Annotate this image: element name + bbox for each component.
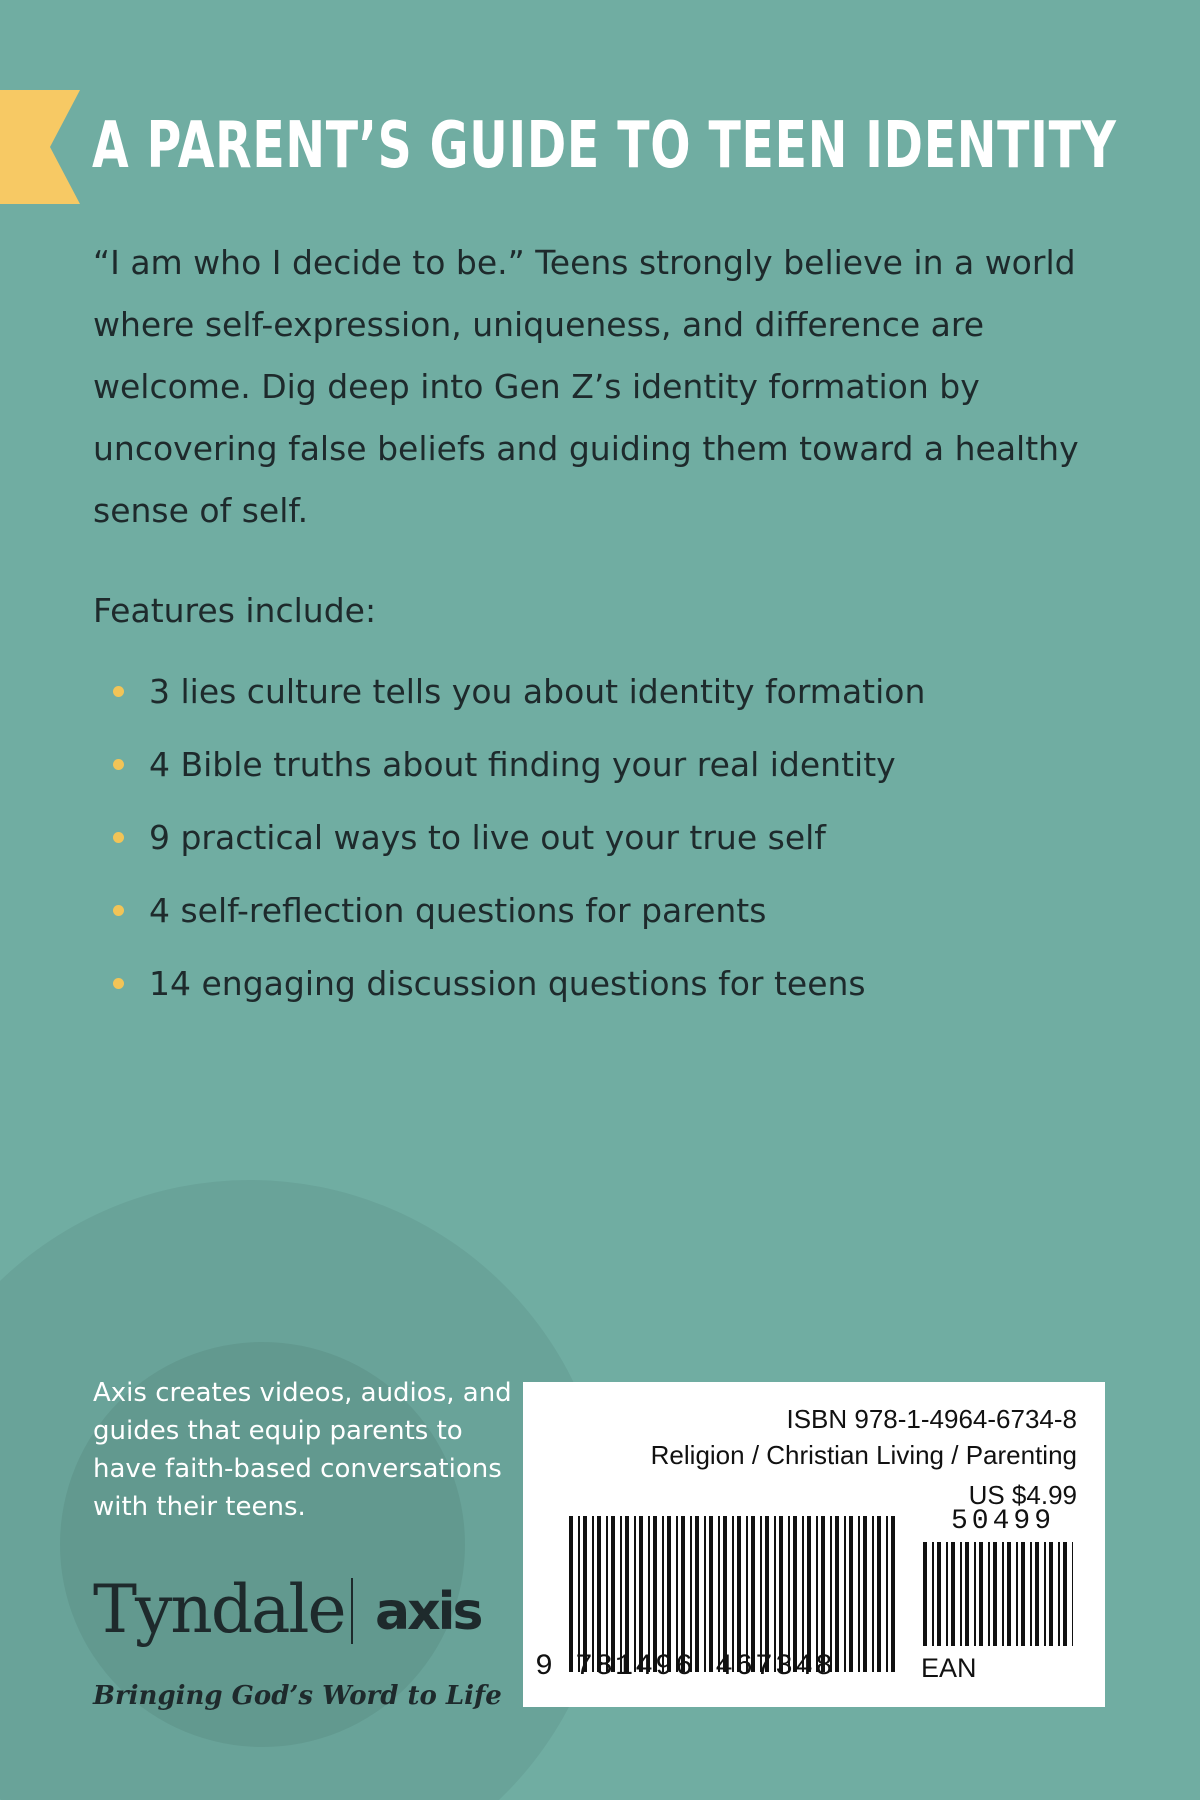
barcode-bar [681, 1516, 685, 1672]
features-list [93, 655, 925, 1020]
ean-label: EAN [921, 1653, 977, 1683]
barcode-bar [993, 1542, 997, 1646]
barcode-bar [1030, 1542, 1032, 1646]
bullet-icon [113, 832, 124, 843]
barcode-bar [807, 1516, 811, 1672]
feature-text: 4 Bible truths about finding your real identity [149, 745, 896, 784]
barcode-bar [937, 1542, 941, 1646]
barcode-bar [816, 1516, 818, 1672]
barcode-bar [932, 1542, 934, 1646]
isbn-text: ISBN 978-1-4964-6734-8 [786, 1404, 1077, 1434]
barcode-bar [746, 1516, 748, 1672]
list-item [93, 947, 925, 1020]
barcode-digits: 9 781496 467348 [535, 1650, 836, 1684]
features-heading: Features include: [93, 591, 377, 630]
axis-description: Axis creates videos, audios, and guides that equip parents to have faith-based conversations with their teens. [93, 1378, 512, 1522]
cover-title: A PARENT’S GUIDE TO TEEN IDENTITY [92, 109, 1117, 183]
barcode-bar [667, 1516, 671, 1672]
barcode-bar [858, 1516, 860, 1672]
barcode-bar [988, 1542, 990, 1646]
barcode-bar [662, 1516, 664, 1672]
barcode-bar [751, 1516, 755, 1672]
barcode-bar [625, 1516, 629, 1672]
barcode-bar [1058, 1542, 1060, 1646]
barcode-bar [960, 1542, 962, 1646]
barcode-bar [620, 1516, 622, 1672]
list-item [93, 728, 925, 801]
ribbon-icon [0, 90, 80, 204]
barcode-bar [946, 1542, 948, 1646]
feature-text: 9 practical ways to live out your true self [149, 818, 826, 857]
barcode-bar [709, 1516, 713, 1672]
barcode-bar [802, 1516, 804, 1672]
barcode-bar [872, 1516, 874, 1672]
feature-text: 3 lies culture tells you about identity formation [149, 672, 926, 711]
barcode-bar [830, 1516, 832, 1672]
barcode-bar [965, 1542, 969, 1646]
bullet-icon [113, 759, 124, 770]
barcode-bar [1035, 1542, 1039, 1646]
barcode-bar [765, 1516, 769, 1672]
list-item [93, 874, 925, 947]
logo-divider [351, 1578, 353, 1644]
barcode-bar [979, 1542, 983, 1646]
barcode-bar [653, 1516, 657, 1672]
main-barcode-bars [569, 1516, 895, 1672]
barcode-bar [597, 1516, 601, 1672]
addon-digits: 50499 [951, 1506, 1056, 1537]
barcode-bar [1063, 1542, 1067, 1646]
barcode-bar [793, 1516, 797, 1672]
barcode-bar [1002, 1542, 1004, 1646]
barcode-bar [1007, 1542, 1011, 1646]
barcode-bar [951, 1542, 955, 1646]
barcode-bar [723, 1516, 727, 1672]
barcode-bar [583, 1516, 587, 1672]
barcode-bar [1044, 1542, 1046, 1646]
barcode-bar [634, 1516, 636, 1672]
barcode-bar [606, 1516, 608, 1672]
barcode-bar [760, 1516, 762, 1672]
barcode-bar [974, 1542, 976, 1646]
barcode-bar [718, 1516, 720, 1672]
barcode-bar [1016, 1542, 1018, 1646]
barcode-bar [592, 1516, 594, 1672]
publisher-tagline: Bringing God’s Word to Life [93, 1681, 502, 1711]
cover-blurb: “I am who I decide to be.” Teens strongly believe in a world where self-expression, uniqueness, and difference are welcome. Dig deep into Gen Z’s identity formation by uncovering false beliefs and guiding them toward a healthy sense of self. [93, 243, 1079, 530]
barcode-bar [611, 1516, 615, 1672]
barcode-bar [704, 1516, 706, 1672]
bullet-icon [113, 978, 124, 989]
addon-barcode-bars [923, 1542, 1073, 1646]
list-item [93, 801, 925, 874]
barcode-bar [732, 1516, 734, 1672]
barcode-bar [863, 1516, 867, 1672]
price-text: US $4.99 [968, 1480, 1077, 1510]
barcode-bar [849, 1516, 853, 1672]
barcode-bar [891, 1516, 895, 1672]
barcode-bar [877, 1516, 881, 1672]
barcode-bar [1021, 1542, 1025, 1646]
bullet-icon [113, 905, 124, 916]
barcode-bar [676, 1516, 678, 1672]
barcode-bar [779, 1516, 783, 1672]
barcode-bar [639, 1516, 643, 1672]
barcode-bar [835, 1516, 839, 1672]
barcode-bar [788, 1516, 790, 1672]
bullet-icon [113, 686, 124, 697]
barcode-bar [737, 1516, 741, 1672]
barcode-bar [1072, 1542, 1073, 1646]
feature-text: 14 engaging discussion questions for teens [149, 964, 866, 1003]
axis-logo: axis [375, 1582, 481, 1642]
barcode-bar [844, 1516, 846, 1672]
barcode-bar [569, 1516, 573, 1672]
barcode-bar [1049, 1542, 1053, 1646]
tyndale-logo: Tyndale [93, 1571, 345, 1648]
barcode-bar [923, 1542, 927, 1646]
barcode-bar [578, 1516, 580, 1672]
barcode-bar [695, 1516, 699, 1672]
barcode-bar [774, 1516, 776, 1672]
feature-text: 4 self-reflection questions for parents [149, 891, 767, 930]
list-item [93, 655, 925, 728]
barcode-bar [886, 1516, 888, 1672]
barcode-bar [648, 1516, 650, 1672]
barcode-bar [690, 1516, 692, 1672]
barcode-bar [821, 1516, 825, 1672]
barcode-panel [523, 1382, 1105, 1707]
category-text: Religion / Christian Living / Parenting [650, 1440, 1077, 1470]
